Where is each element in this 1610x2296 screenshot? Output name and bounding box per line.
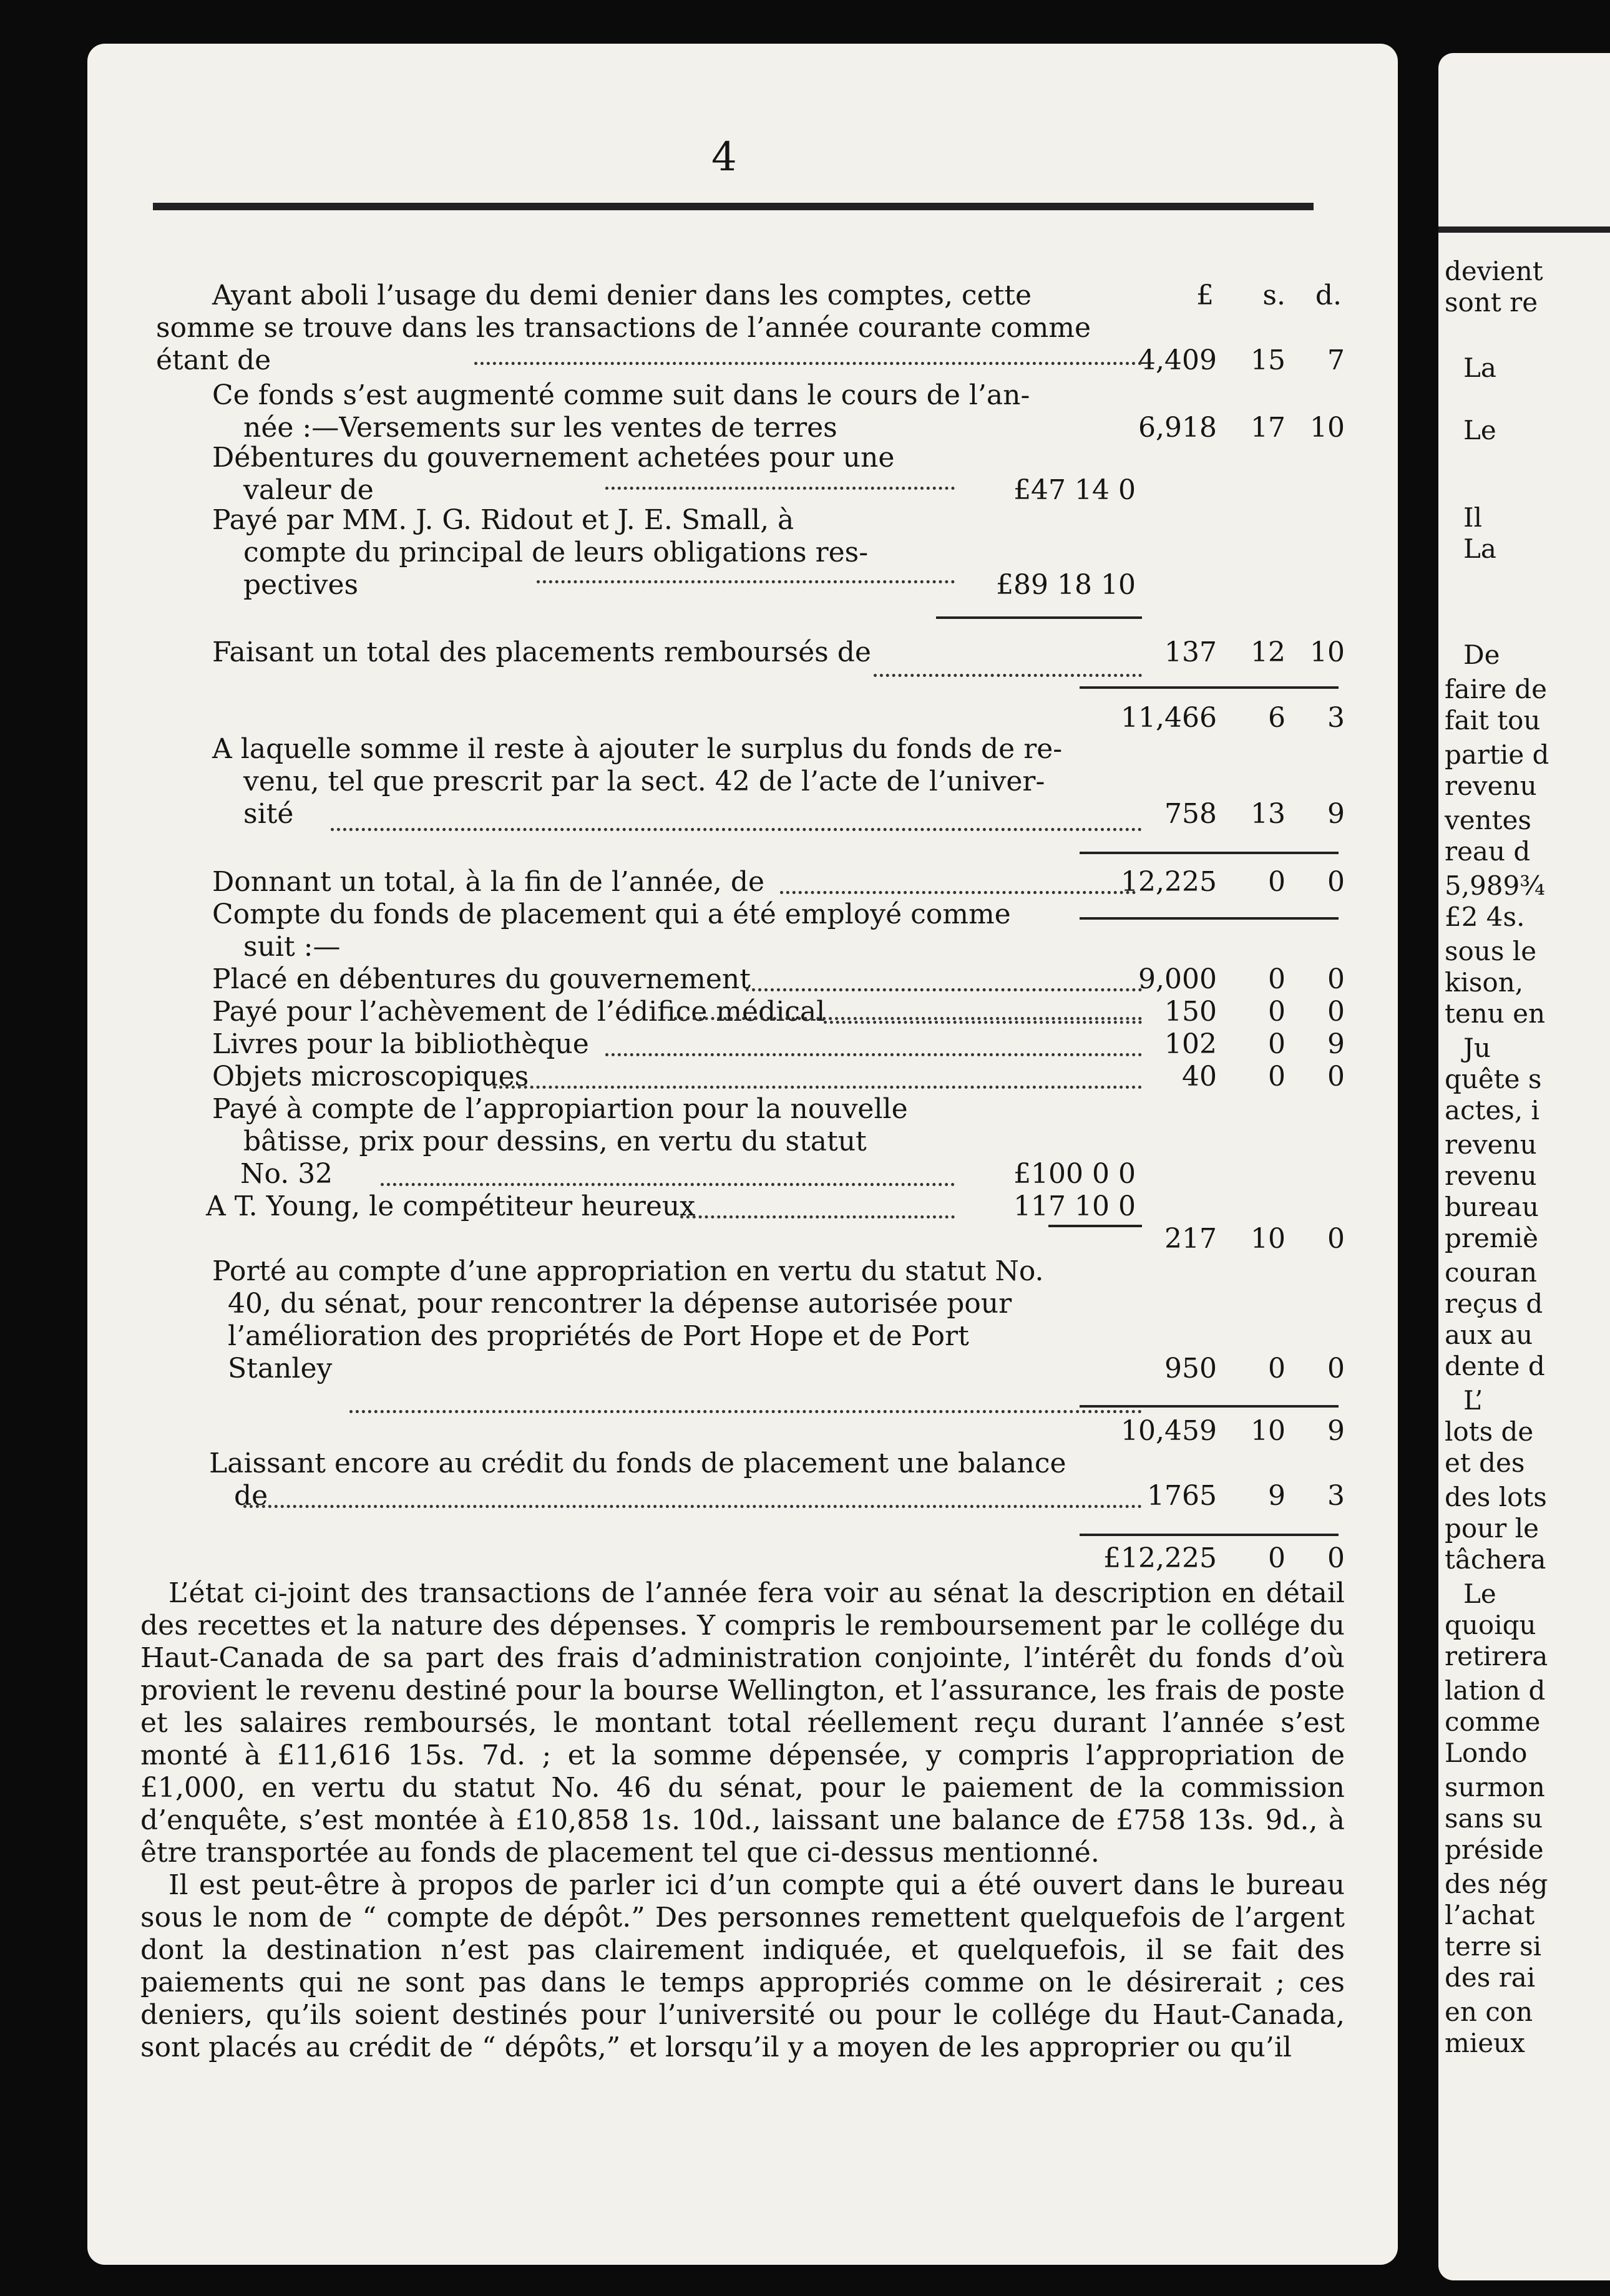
amount-pence: 9 [1327, 1028, 1345, 1060]
header-rule [153, 203, 1314, 210]
amount-shillings: 0 [1268, 1028, 1286, 1060]
fragment-line: revenu [1445, 1129, 1537, 1160]
statement-line: sité [243, 798, 294, 830]
fragment-line: surmon [1445, 1772, 1545, 1802]
dot-leader [605, 1053, 1142, 1056]
statement-line: Livres pour la bibliothèque [212, 1028, 589, 1060]
statement-line: née :—Versements sur les ventes de terres [243, 412, 837, 444]
fragment-line: lation d [1445, 1675, 1546, 1706]
amount-pence: 0 [1327, 1061, 1345, 1092]
dot-leader [381, 1183, 955, 1186]
fragment-line: Ju [1463, 1033, 1491, 1063]
statement-line: de [234, 1480, 268, 1512]
fragment-line: couran [1445, 1257, 1538, 1288]
amount-shillings: 12 [1251, 636, 1286, 668]
fragment-line: kison, [1445, 967, 1524, 998]
page-right-fragment [1438, 53, 1610, 2280]
sub-amount: £100 0 0 [1013, 1158, 1136, 1190]
fragment-line: retirera [1445, 1641, 1548, 1671]
amount-pounds: 137 [1164, 636, 1217, 668]
fragment-line: en con [1445, 1997, 1533, 2027]
fragment-line: ventes [1445, 805, 1531, 835]
dot-leader [780, 891, 1136, 894]
fragment-line: Londo [1445, 1738, 1528, 1768]
fragment-line: l’achat [1445, 1900, 1535, 1930]
amount-pounds: 217 [1164, 1223, 1217, 1255]
fragment-line: mieux [1445, 2028, 1525, 2058]
fragment-line: dente d [1445, 1351, 1545, 1381]
dot-leader [474, 362, 1142, 365]
fragment-line: De [1463, 640, 1500, 670]
fragment-line: faire de [1445, 674, 1548, 704]
amount-shillings: 17 [1251, 412, 1286, 444]
amount-shillings: 13 [1251, 798, 1286, 830]
fragment-line: quête s [1445, 1064, 1542, 1094]
fragment-line: des rai [1445, 1962, 1536, 1993]
fragment-line: et des [1445, 1447, 1525, 1478]
statement-line: somme se trouve dans les transactions de l’année courante comme [156, 312, 1091, 344]
statement-line: venu, tel que prescrit par la sect. 42 de l’acte de l’univer- [243, 766, 1045, 797]
sum-rule [1080, 852, 1339, 854]
dot-leader [331, 828, 1142, 831]
fragment-line: bureau [1445, 1192, 1539, 1222]
statement-line: valeur de [243, 474, 374, 506]
amount-pence: 9 [1327, 798, 1345, 830]
statement-line: Stanley [228, 1353, 333, 1384]
dot-leader [243, 1505, 1142, 1508]
statement-line: 40, du sénat, pour rencontrer la dépense autorisée pour [228, 1288, 1012, 1320]
page-left [87, 44, 1398, 2265]
amount-pounds: 11,466 [1121, 702, 1217, 734]
amount-pounds: 758 [1164, 798, 1217, 830]
fragment-line: reau d [1445, 836, 1531, 867]
fragment-line: Il [1463, 502, 1483, 533]
fragment-line: partie d [1445, 739, 1549, 770]
amount-pence: 0 [1327, 996, 1345, 1028]
statement-line: Payé à compte de l’appropiartion pour la nouvelle [212, 1093, 908, 1125]
dot-leader [680, 1215, 955, 1219]
fragment-line: £2 4s. [1445, 902, 1525, 932]
amount-shillings: 6 [1268, 702, 1286, 734]
amount-shillings: 0 [1268, 866, 1286, 898]
amount-shillings: 10 [1251, 1415, 1286, 1447]
statement-line: suit :— [243, 931, 341, 963]
fragment-line: Le [1463, 1578, 1496, 1609]
amount-shillings: 0 [1268, 1061, 1286, 1092]
statement-line: pectives [243, 569, 359, 601]
amount-pounds: 150 [1164, 996, 1217, 1028]
sum-rule [1080, 1534, 1339, 1536]
statement-line: Payé par MM. J. G. Ridout et J. E. Small, à [212, 504, 794, 536]
fragment-line: lots de [1445, 1416, 1534, 1447]
sum-rule [1080, 917, 1339, 920]
fragment-line: 5,989¾ [1445, 870, 1545, 901]
dot-leader [493, 1086, 1142, 1089]
amount-pence: 10 [1310, 412, 1345, 444]
body-text [140, 1577, 1345, 2064]
dot-leader [824, 1021, 1142, 1024]
fragment-line: préside [1445, 1834, 1544, 1865]
fragment-line: sont re [1445, 287, 1538, 318]
fragment-line: premiè [1445, 1223, 1538, 1253]
sum-rule [1080, 1405, 1339, 1408]
amount-shillings: 0 [1268, 1542, 1286, 1574]
sub-amount: £89 18 10 [996, 569, 1136, 601]
statement-line: bâtisse, prix pour dessins, en vertu du statut [243, 1126, 867, 1157]
dot-leader [674, 1017, 1142, 1020]
fragment-line: L’ [1463, 1385, 1483, 1416]
statement-line: Ayant aboli l’usage du demi denier dans les comptes, cette [212, 280, 1032, 311]
sum-rule [1048, 1225, 1142, 1227]
dot-leader [537, 580, 955, 583]
statement-line: A laquelle somme il reste à ajouter le surplus du fonds de re- [212, 733, 1063, 765]
col-head-pounds: £ [1196, 280, 1214, 311]
amount-shillings: 10 [1251, 1223, 1286, 1255]
amount-pence: 0 [1327, 963, 1345, 995]
amount-pounds: 102 [1164, 1028, 1217, 1060]
statement-line: Placé en débentures du gouvernement [212, 963, 751, 995]
statement-line: No. 32 [240, 1158, 333, 1190]
sub-amount: £47 14 0 [1013, 474, 1136, 506]
amount-pence: 0 [1327, 1353, 1345, 1384]
amount-pence: 3 [1327, 1480, 1345, 1512]
fragment-line: Le [1463, 415, 1496, 445]
dot-leader [349, 1410, 1142, 1413]
amount-pence: 9 [1327, 1415, 1345, 1447]
amount-pounds: 10,459 [1121, 1415, 1217, 1447]
statement-line: Donnant un total, à la fin de l’année, de [212, 866, 765, 898]
amount-pounds: £12,225 [1103, 1542, 1217, 1574]
statement-line: Laissant encore au crédit du fonds de placement une balance [209, 1447, 1066, 1479]
amount-shillings: 9 [1268, 1480, 1286, 1512]
amount-pounds: 950 [1164, 1353, 1217, 1384]
statement-line: étant de [156, 344, 271, 376]
fragment-line: La [1463, 353, 1496, 383]
fragment-line: terre si [1445, 1931, 1542, 1962]
amount-pence: 7 [1327, 344, 1345, 376]
amount-pence: 3 [1327, 702, 1345, 734]
fragment-line: sans su [1445, 1803, 1543, 1834]
fragment-line: quoiqu [1445, 1610, 1536, 1640]
fragment-line: fait tou [1445, 705, 1541, 736]
statement-line: Ce fonds s’est augmenté comme suit dans le cours de l’an- [212, 379, 1030, 411]
paragraph: Il est peut-être à propos de parler ici d’un compte qui a été ouvert dans le bureau sous le nom de “ compte de dépôt.” Des personnes remettent quelquefois de l’argent dont la destination n’est pas clairement indiquée, et quelquefois, il se fait des paiements qui ne sont pas dans le temps appropriés comme on le désirerait ; ces deniers, qu’ils soient destinés pour l’université ou pour le collége du Haut-Canada, sont placés au crédit de “ dépôts,” et lorsqu’il y a moyen de les approprier ou qu’il [140, 1869, 1345, 2063]
col-head-pence: d. [1315, 280, 1342, 311]
fragment-line: revenu [1445, 1160, 1537, 1191]
dot-leader [874, 674, 1142, 677]
fragment-line: sous le [1445, 936, 1537, 966]
amount-pounds: 4,409 [1138, 344, 1217, 376]
page-number: 4 [711, 134, 737, 180]
dot-leader [746, 988, 1142, 991]
fragment-line: tâchera [1445, 1544, 1546, 1575]
amount-pence: 10 [1310, 636, 1345, 668]
statement-line: Payé pour l’achèvement de l’édifice médical [212, 996, 826, 1028]
amount-shillings: 0 [1268, 1353, 1286, 1384]
sum-rule [936, 616, 1142, 619]
statement-line: Porté au compte d’une appropriation en vertu du statut No. [212, 1255, 1044, 1287]
fragment-line: comme [1445, 1706, 1541, 1737]
fragment-line: devient [1445, 256, 1543, 286]
sum-rule [1080, 686, 1339, 689]
statement-line: compte du principal de leurs obligations res- [243, 537, 869, 568]
amount-pence: 0 [1327, 1542, 1345, 1574]
amount-pence: 0 [1327, 866, 1345, 898]
statement-line: Faisant un total des placements remboursés de [212, 636, 871, 668]
statement-line: Débentures du gouvernement achetées pour une [212, 442, 895, 474]
amount-pounds: 9,000 [1138, 963, 1217, 995]
statement-line: Compte du fonds de placement qui a été employé comme [212, 898, 1011, 930]
header-rule [1438, 226, 1610, 233]
sub-amount: 117 10 0 [1013, 1190, 1136, 1222]
amount-pounds: 1765 [1147, 1480, 1217, 1512]
statement-line: l’amélioration des propriétés de Port Hope et de Port [228, 1320, 969, 1352]
amount-pounds: 6,918 [1138, 412, 1217, 444]
amount-shillings: 0 [1268, 996, 1286, 1028]
fragment-line: revenu [1445, 771, 1537, 801]
fragment-line: aux au [1445, 1320, 1533, 1350]
amount-pounds: 40 [1182, 1061, 1217, 1092]
fragment-line: pour le [1445, 1513, 1539, 1544]
amount-pence: 0 [1327, 1223, 1345, 1255]
fragment-line: tenu en [1445, 998, 1546, 1029]
fragment-line: reçus d [1445, 1288, 1543, 1319]
amount-shillings: 0 [1268, 963, 1286, 995]
paragraph: L’état ci-joint des transactions de l’année fera voir au sénat la description en détail des recettes et la nature des dépenses. Y compris le remboursement par le collége du Haut-Canada de sa part des frais d’administration conjointe, l’intérêt du fonds d’où provient le revenu destiné pour la bourse Wellington, et l’assurance, les frais de poste et les salaires remboursés, le montant total réellement reçu durant l’année s’est monté à £11,616 15s. 7d. ; et la somme dépensée, y compris l’appropriation de £1,000, en vertu du statut No. 46 du sénat, pour le paiement de la commission d’enquête, s’est montée à £10,858 1s. 10d., laissant une balance de £758 13s. 9d., à être transportée au fonds de placement tel que ci-dessus mentionné. [140, 1577, 1345, 1869]
amount-shillings: 15 [1251, 344, 1286, 376]
col-head-shillings: s. [1262, 280, 1286, 311]
fragment-line: actes, i [1445, 1095, 1539, 1126]
fragment-line: des nég [1445, 1869, 1548, 1899]
fragment-line: des lots [1445, 1482, 1547, 1512]
statement-line: Objets microscopiques [212, 1061, 529, 1092]
dot-leader [605, 487, 955, 490]
statement-line: A T. Young, le compétiteur heureux [206, 1190, 696, 1222]
amount-pounds: 12,225 [1121, 866, 1217, 898]
fragment-line: La [1463, 533, 1496, 564]
